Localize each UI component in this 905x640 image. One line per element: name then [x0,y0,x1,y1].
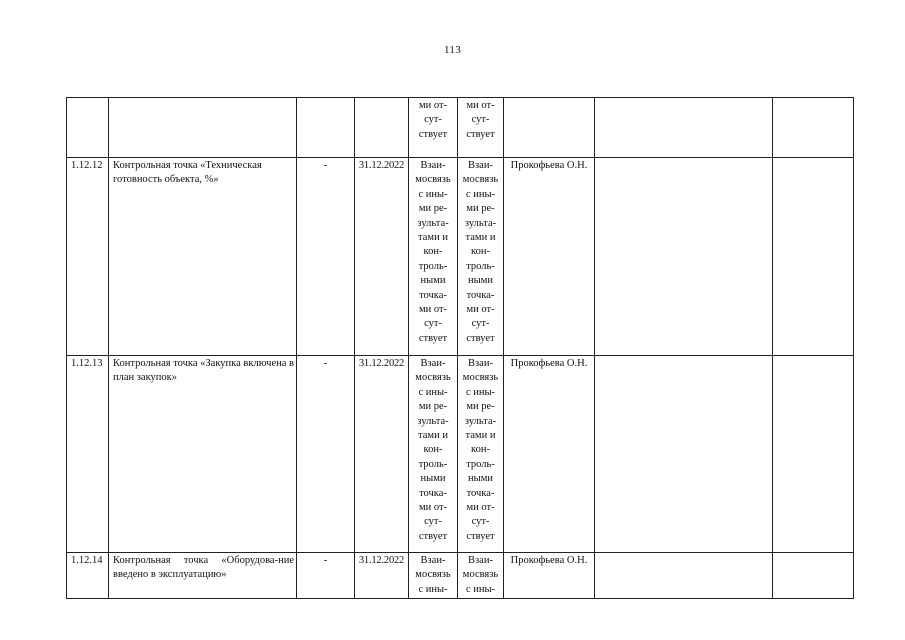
control-points-table [66,97,854,599]
cell-line: ными [420,275,446,287]
row-responsible: Прокофьева О.Н. [504,158,595,356]
cell-line: сут- [424,318,442,330]
cell-line: ствует [418,128,448,140]
row-end-date: 31.12.2022 [355,356,409,553]
row-responsible: Прокофьева О.Н. [504,553,595,599]
row-relation-next [458,553,504,599]
cell-line: ными [420,473,446,485]
cell-line: Взаи- [420,160,446,171]
cell-line: тами и [465,232,496,244]
row-extra-2 [773,158,854,356]
cell-line: ствует [418,530,448,542]
cell-line: Взаи- [468,358,493,369]
cell-line: с ины- [418,386,448,398]
cell-line: сут- [471,114,490,126]
cell-line: троль- [466,458,495,470]
cell-line: тами и [418,232,448,244]
cell-line: мосвязь [462,372,499,384]
row-start-date: - [297,158,355,356]
cell-line: с ины- [465,386,496,398]
table-row [67,553,854,599]
cell-line: мосвязь [415,569,451,581]
cell-line: ми ре- [466,203,495,215]
cell-line: зульта- [417,217,449,229]
row-number: 1.12.13 [67,356,109,553]
cell-line: Взаи- [420,555,446,566]
row-number [67,98,109,158]
row-extra-1 [595,553,773,599]
cell-line: тами и [465,430,496,442]
cell-line: троль- [418,458,448,470]
cell-line: Взаи- [468,555,493,566]
row-relation-previous [409,553,458,599]
row-name: Контрольная точка «Оборудова-ние введено в эксплуатацию» [109,553,297,599]
cell-line: ми от- [418,502,448,514]
cell-line: с ины- [418,583,448,595]
row-extra-2 [773,98,854,158]
cell-line: с ины- [465,188,496,200]
row-responsible: Прокофьева О.Н. [504,356,595,553]
cell-line: с ины- [418,188,448,200]
cell-line: Взаи- [420,358,446,369]
cell-line: точка- [466,289,495,301]
row-extra-1 [595,356,773,553]
table-row [67,356,854,553]
cell-line: ствует [466,128,495,140]
cell-line: Взаи- [468,160,493,171]
row-end-date [355,98,409,158]
row-relation-next [458,356,504,553]
cell-line: мосвязь [415,174,451,186]
table-row [67,98,854,158]
cell-line: ми ре- [466,401,495,413]
cell-line: ствует [466,530,495,542]
cell-line: точка- [419,289,447,301]
cell-line: ными [468,473,493,485]
row-extra-2 [773,553,854,599]
row-relation-previous [409,158,458,356]
page-number: 113 [444,44,461,56]
cell-line: сут- [471,516,490,528]
row-extra-1 [595,158,773,356]
cell-line: кон- [423,444,443,456]
row-name [109,98,297,158]
cell-line: сут- [424,114,442,126]
cell-line: мосвязь [462,569,499,581]
cell-line: мосвязь [415,372,451,384]
row-end-date: 31.12.2022 [355,553,409,599]
cell-line: ствует [466,332,495,344]
cell-line: кон- [423,246,443,258]
cell-line: ми ре- [418,401,448,413]
row-start-date: - [297,356,355,553]
cell-line: троль- [466,260,495,272]
cell-line: зульта- [464,415,497,427]
row-relation-next [458,98,504,158]
table-row [67,158,854,356]
row-extra-1 [595,98,773,158]
row-relation-previous [409,356,458,553]
row-number: 1.12.12 [67,158,109,356]
row-responsible [504,98,595,158]
cell-line: ми от- [466,304,495,316]
cell-line: ми от- [466,100,495,111]
row-extra-2 [773,356,854,553]
row-end-date: 31.12.2022 [355,158,409,356]
row-start-date: - [297,553,355,599]
cell-line: ми от- [466,502,495,514]
cell-line: ми от- [418,304,448,316]
row-relation-next [458,158,504,356]
cell-line: троль- [418,260,448,272]
cell-line: кон- [471,246,490,258]
cell-line: сут- [424,516,442,528]
cell-line: ми от- [418,100,448,111]
row-start-date [297,98,355,158]
cell-line: точка- [419,487,447,499]
cell-line: тами и [418,430,448,442]
cell-line: зульта- [464,217,497,229]
cell-line: ствует [418,332,448,344]
cell-line: кон- [471,444,490,456]
cell-line: ными [468,275,493,287]
row-name: Контрольная точка «Закупка включена в план закупок» [109,356,297,553]
cell-line: ми ре- [418,203,448,215]
cell-line: сут- [471,318,490,330]
row-relation-previous [409,98,458,158]
cell-line: точка- [466,487,495,499]
row-number: 1.12.14 [67,553,109,599]
cell-line: зульта- [417,415,449,427]
row-name: Контрольная точка «Техническая готовность объекта, %» [109,158,297,356]
cell-line: мосвязь [462,174,499,186]
cell-line: с ины- [465,583,496,595]
